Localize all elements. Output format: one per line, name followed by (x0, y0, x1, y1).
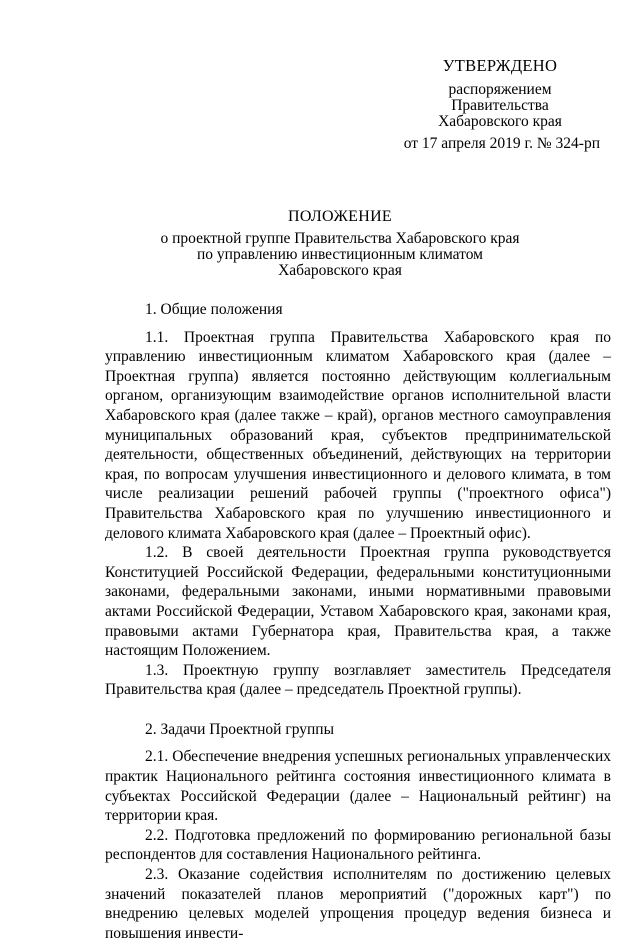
paragraph-1-2: 1.2. В своей деятельности Проектная группа руководствуется Конституцией Российской Федерации, федеральными конституционными законами, федеральными законами, иными нормативными правовыми актами Российской Федерации, Уставом Хабаровского края, законами края, правовыми актами Губернатора края, Правительства края, а также настоящим Положением. (105, 544, 611, 660)
document-title: ПОЛОЖЕНИЕ (287, 208, 392, 225)
paragraph-2-2: 2.2. Подготовка предложений по формированию региональной базы респондентов для составления Национального рейтинга. (105, 826, 611, 864)
approval-line-1: распоряжением (448, 81, 552, 98)
document-title-block (120, 209, 560, 279)
approval-stamp (390, 58, 610, 152)
paragraph-1-3: 1.3. Проектную группу возглавляет заместитель Председателя Правительства края (далее – председатель Проектной группы). (105, 661, 611, 699)
document-subtitle-line-1: о проектной группе Правительства Хабаровского края (160, 230, 520, 247)
approval-date-line: от 17 апреля 2019 г. № 324-рп (403, 135, 600, 152)
section-heading-general: 1. Общие положения (145, 301, 283, 318)
approval-line-2: Правительства (451, 97, 549, 114)
approval-stamp-title: УТВЕРЖДЕНО (442, 56, 558, 75)
document-body (105, 300, 611, 943)
section-heading-tasks: 2. Задачи Проектной группы (145, 720, 334, 738)
document-subtitle-line-3: Хабаровского края (278, 262, 402, 279)
approval-line-3: Хабаровского края (438, 113, 562, 130)
paragraph-2-1: 2.1. Обеспечение внедрения успешных региональных управленческих практик Национального рейтинга состояния инвестиционного климата в субъектах Российской Федерации (далее – Национальный рейтинг) на территории края. (105, 748, 611, 825)
document-subtitle-line-2: по управлению инвестиционным климатом (196, 246, 483, 263)
paragraph-1-1: 1.1. Проектная группа Правительства Хабаровского края по управлению инвестиционным климатом Хабаровского края (далее – Проектная группа) является постоянно действующим коллегиальным органом, организующим взаимодействие органов исполнительной власти Хабаровского края (далее также – край), органов местного самоуправления муниципальных образований края, субъектов предпринимательской деятельности, общественных объединений, действующих на территории края, по вопросам улучшения инвестиционного и делового климата, в том числе реализации решений рабочей группы ("проектного офиса") Правительства Хабаровского края по улучшению инвестиционного и делового климата Хабаровского края (далее – Проектный офис). (105, 328, 611, 542)
paragraph-2-3: 2.3. Оказание содействия исполнителям по достижению целевых значений показателей планов мероприятий ("дорожных карт") по внедрению целевых моделей упрощения процедур ведения бизнеса и повышения инвести- (105, 866, 611, 942)
